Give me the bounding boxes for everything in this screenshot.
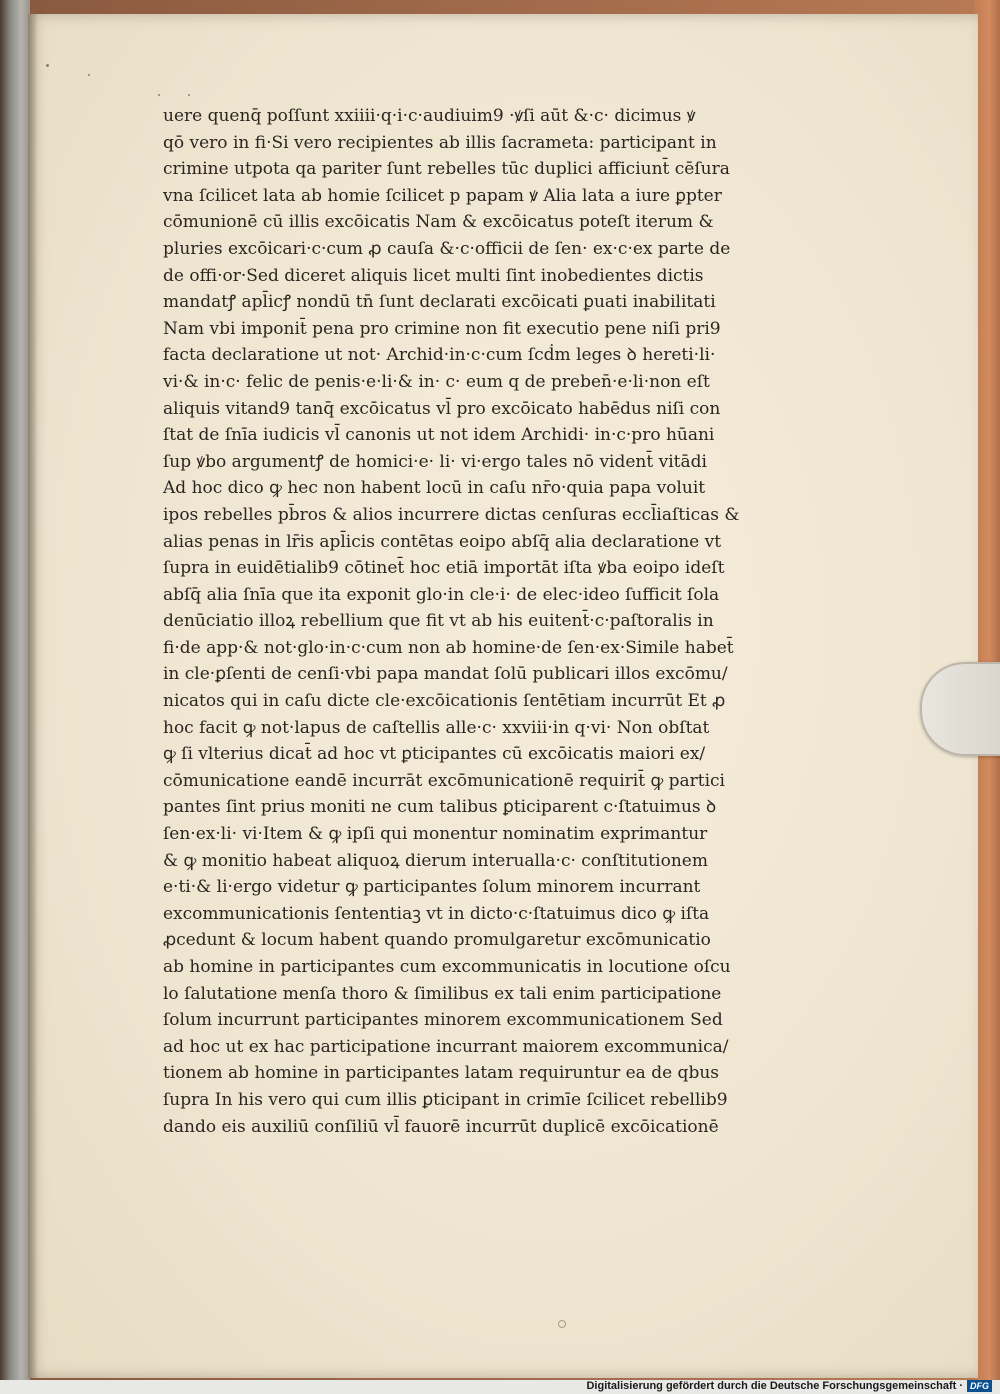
text-line: hoc facit ꝙ not·lapus de caſtellis alle·c· xxviii·in q·vi· Non obſtat [163, 717, 710, 738]
text-line: dando eis auxiliū conſiliū vl̄ fauorē incurrūt duplicē excōicationē [163, 1116, 719, 1137]
text-line: mandatꝭ apl̄icꝭ nondū tn̄ ſunt declarati excōicati ꝑuati inabilitati [163, 292, 716, 313]
text-line: tionem ab homine in participantes latam requiruntur ea de qbus [163, 1063, 719, 1084]
text-line: pluries excōicari·c·cum ꝓ cauſa &·c·officii de ſen· ex·c·ex parte de [163, 238, 731, 259]
text-line: ſupra In his vero qui cum illis ꝑticipant in crimīe ſcilicet rebellib9 [163, 1089, 728, 1110]
text-column [163, 103, 773, 1140]
text-line: ad hoc ut ex hac participatione incurrant maiorem excommunica/ [163, 1036, 729, 1057]
ink-speck [158, 94, 160, 96]
ink-speck [88, 74, 90, 76]
text-line: nicatos qui in caſu dicte cle·excōicationis ſentētiam incurrūt Et ꝓ [163, 691, 726, 712]
ink-speck [188, 94, 190, 96]
text-line: denūciatio illoꝝ rebellium que fit vt ab his euitent̄·c·paſtoralis in [163, 611, 714, 632]
text-line: ab homine in participantes cum excommunicatis in locutione oſcu [163, 957, 731, 977]
text-line: pantes ſint prius moniti ne cum talibus ꝑticiparent c·ſtatuimus ꝺ [163, 797, 717, 818]
text-line: cōmunicatione eandē incurrāt excōmunicationē requirit̄ ꝙ partici [163, 770, 725, 791]
text-line: Ad hoc dico ꝙ hec non habent locū in caſu nr̄o·quia papa voluit [163, 478, 706, 499]
text-line: abſq̄ alia ſnīa que ita exponit glo·in cle·i· de elec·ideo ſufficit ſola [163, 584, 720, 605]
text-line: facta declaratione ut not· Archid·in·c·cum ſcḋm leges ꝺ hereti·li· [163, 345, 716, 366]
text-line: fi·de app·& not·glo·in·c·cum non ab homine·de ſen·ex·Simile habet̄ [163, 637, 734, 658]
ink-speck [46, 64, 49, 67]
text-line: vi·& in·c· felic de penis·e·li·& in· c· eum q de preben̄·e·li·non eſt [163, 371, 710, 392]
text-line: ſen·ex·li· vi·Item & ꝙ ipſi qui monentur nominatim exprimantur [163, 824, 708, 845]
text-line: alias penas in lr̄is apl̄icis contētas eoipo abſq̄ alia declaratione vt [163, 531, 722, 552]
text-line: ſupra in euidētialib9 cōtinet̄ hoc etiā importāt iſta ꝟba eoipo ideſt [163, 558, 725, 579]
text-line: e·ti·& li·ergo videtur ꝙ participantes ſolum minorem incurrant [163, 877, 701, 898]
book-spine-left [0, 0, 30, 1380]
dfg-logo: DFG [967, 1380, 992, 1392]
text-line: aliquis vitand9 tanq̄ excōicatus vl̄ pro excōicato habēdus niſi con [163, 398, 721, 419]
credit-text: Digitalisierung gefördert durch die Deutsche Forschungsgemeinschaft · [586, 1380, 963, 1392]
text-line: ſtat de ſnīa iudicis vl̄ canonis ut not idem Archidi· in·c·pro hūani [163, 425, 715, 446]
text-line: qō vero in fi·Si vero recipientes ab illis ſacrameta: participant in [163, 132, 717, 153]
text-line: ꝓcedunt & locum habent quando promulgaretur excōmunicatio [163, 930, 711, 951]
text-line: ſup ꝟbo argumentꝭ de homici·e· li· vi·ergo tales nō vident̄ vitādi [163, 451, 707, 472]
page-clip-tab [920, 662, 1000, 756]
text-line: excommunicationis ſententiaꝫ vt in dicto·c·ſtatuimus dico ꝙ iſta [163, 903, 710, 924]
text-line: ipos rebelles pb̄ros & alios incurrere dictas cenſuras eccl̄iaſticas & [163, 504, 740, 525]
text-line: de offi·or·Sed diceret aliquis licet multi ſint inobedientes dictis [163, 265, 704, 286]
text-line: Nam vbi imponit̄ pena pro crimine non fit executio pene niſi pri9 [163, 318, 721, 339]
page-gutter-shadow [28, 14, 38, 1378]
text-line: vna ſcilicet lata ab homie ſcilicet p papam ꝟ Alia lata a iure ꝑpter [163, 185, 722, 206]
text-line: cōmunionē cū illis excōicatis Nam & excōicatus poteſt iterum & [163, 212, 714, 233]
text-line: ꝙ ſi vlterius dicat̄ ad hoc vt ꝑticipantes cū excōicatis maiori ex/ [163, 744, 706, 765]
text-line: ſolum incurrunt participantes minorem excommunicationem Sed [163, 1010, 723, 1031]
digitization-credit [586, 1378, 992, 1394]
text-line: in cle·ꝑſenti de cenſi·vbi papa mandat ſolū publicari illos excōmu/ [163, 664, 728, 685]
text-line: crimine utpota qa pariter ſunt rebelles tūc duplici afficiunt̄ cēſura [163, 159, 730, 180]
text-line: & ꝙ monitio habeat aliquoꝝ dierum interualla·c· conſtitutionem [163, 850, 708, 871]
text-line: lo ſalutatione menſa thoro & ſimilibus ex tali enim participatione [163, 983, 722, 1004]
ink-speck [558, 1320, 566, 1328]
text-line: uere quenq̄ poſſunt xxiiii·q·i·c·audiuim9 ·ꝟſi aūt &·c· dicimus ꝟ [163, 106, 696, 126]
